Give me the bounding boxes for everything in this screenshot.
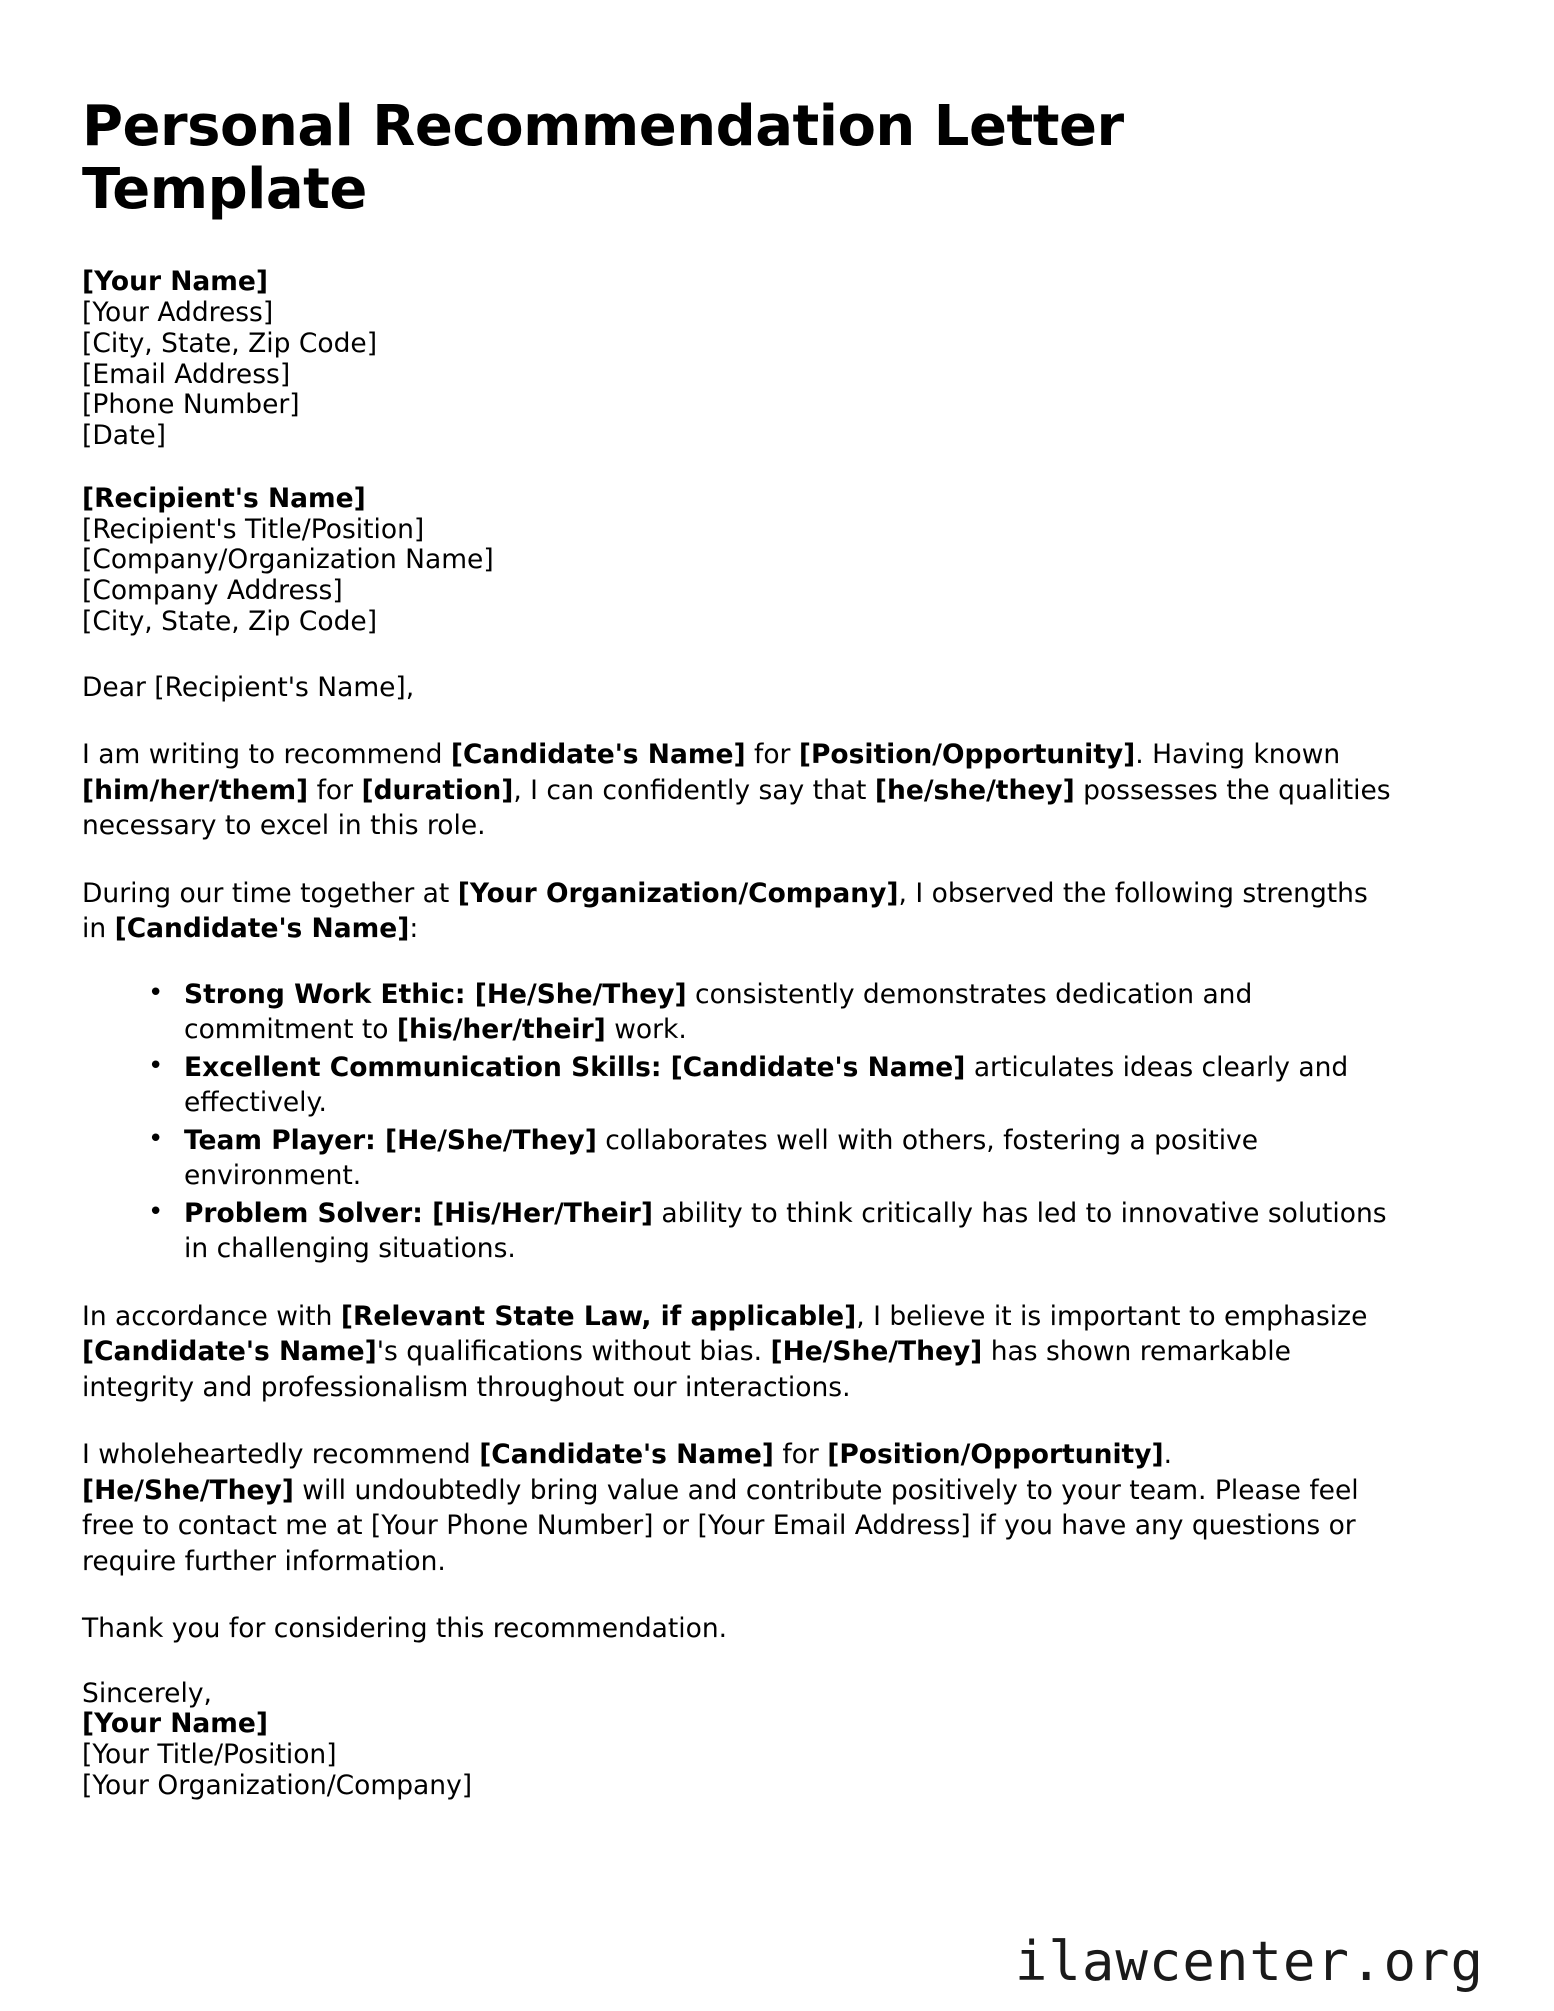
p4-candidate-name: [Candidate's Name] [479,1439,774,1471]
p4-seg7: will undoubtedly bring value and contribute positively to your team. Please feel free to contact me at [Your Phone Number] or [Your Email Address] if you have any questions or require further information. [82,1474,1359,1577]
closing-organization: [Your Organization/Company] [82,1769,473,1801]
p2-candidate-name: [Candidate's Name] [114,913,410,945]
recipient-city-state-zip: [City, State, Zip Code] [82,605,378,637]
list-item [148,1123,1392,1194]
p1-seg9: , I can confidently say that [513,774,875,806]
p4-seg5: . [1163,1439,1173,1471]
p3-pronoun: [He/She/They] [770,1336,983,1368]
sender-address: [Your Address] [82,297,274,329]
recipient-address-block [82,484,1392,638]
p2-organization: [Your Organization/Company] [457,877,899,909]
list-item [148,977,1392,1048]
p3-seg5: 's qualifications without bias. [376,1336,771,1368]
p4-seg1: I wholeheartedly recommend [82,1439,480,1471]
strengths-list [82,977,1392,1267]
list-item [148,1196,1392,1267]
closing-name: [Your Name] [82,1708,268,1740]
strength-text-2: work. [605,1014,687,1046]
strength-text-1: ability to think critically has led to innovative solutions in challenging situations. [184,1197,1387,1265]
p3-state-law: [Relevant State Law, if applicable] [340,1300,857,1332]
strength-text-1: collaborates well with others, fostering a positive environment. [184,1124,1259,1192]
signature-block [82,1679,1392,1802]
p4-position: [Position/Opportunity] [827,1439,1164,1471]
p2-seg1: During our time together at [82,877,458,909]
p1-pronoun-subject: [he/she/they] [874,774,1075,806]
paragraph-thank-you: Thank you for considering this recommendation. [82,1613,728,1645]
strength-label: Problem Solver: [His/Her/Their] [184,1197,653,1229]
site-watermark: ilawcenter.org [1014,1930,1484,1993]
paragraph-closing-recommendation [82,1437,1392,1579]
sender-city-state-zip: [City, State, Zip Code] [82,327,378,359]
p4-pronoun: [He/She/They] [82,1474,294,1506]
sender-date: [Date] [82,420,167,452]
recipient-name: [Recipient's Name] [82,482,366,514]
p2-seg3: , I observed the following strengths in [82,877,1368,945]
p4-seg3: for [773,1439,828,1471]
strength-text-1: consistently demonstrates dedication and commitment to [184,978,1253,1046]
paragraph-opening [82,737,1392,844]
closing-title: [Your Title/Position] [82,1738,337,1770]
paragraph-strengths-intro [82,876,1392,947]
paragraph-state-law [82,1299,1392,1406]
strength-label: Team Player: [He/She/They] [184,1124,597,1156]
recipient-company: [Company/Organization Name] [82,544,494,576]
sender-phone: [Phone Number] [82,389,300,421]
p1-seg3: for [745,739,799,771]
p1-seg11: possesses the qualities necessary to excel in this role. [82,774,1391,842]
p1-seg5: . Having known [1135,739,1341,771]
p3-seg3: , I believe it is important to emphasize [856,1300,1368,1332]
closing-sincerely: Sincerely, [82,1677,212,1709]
document-content [82,96,1392,1801]
recipient-address: [Company Address] [82,575,343,607]
p2-seg5: : [409,913,419,945]
sender-name: [Your Name] [82,266,268,298]
p1-duration: [duration] [361,774,514,806]
page-title: Personal Recommendation Letter Template [82,94,1124,222]
list-item [148,1050,1392,1121]
sender-email: [Email Address] [82,358,291,390]
p3-candidate-name: [Candidate's Name] [82,1336,377,1368]
p3-seg7: has shown remarkable integrity and professionalism throughout our interactions. [82,1336,1291,1403]
strength-label: Excellent Communication Skills: [Candidate's Name] [184,1051,966,1083]
strength-label: Strong Work Ethic: [He/She/They] [184,978,687,1010]
p3-seg1: In accordance with [82,1300,341,1332]
p1-position: [Position/Opportunity] [798,739,1136,771]
strength-inline-bold: [his/her/their] [396,1014,606,1046]
p1-seg7: for [308,774,362,806]
strength-text-1: articulates ideas clearly and effectively. [184,1051,1349,1119]
p1-seg1: I am writing to recommend [82,739,451,771]
sender-address-block [82,267,1392,451]
recipient-title: [Recipient's Title/Position] [82,513,425,545]
p1-candidate-name: [Candidate's Name] [450,739,746,771]
salutation: Dear [Recipient's Name], [82,671,415,703]
p1-pronoun-object: [him/her/them] [82,774,309,806]
